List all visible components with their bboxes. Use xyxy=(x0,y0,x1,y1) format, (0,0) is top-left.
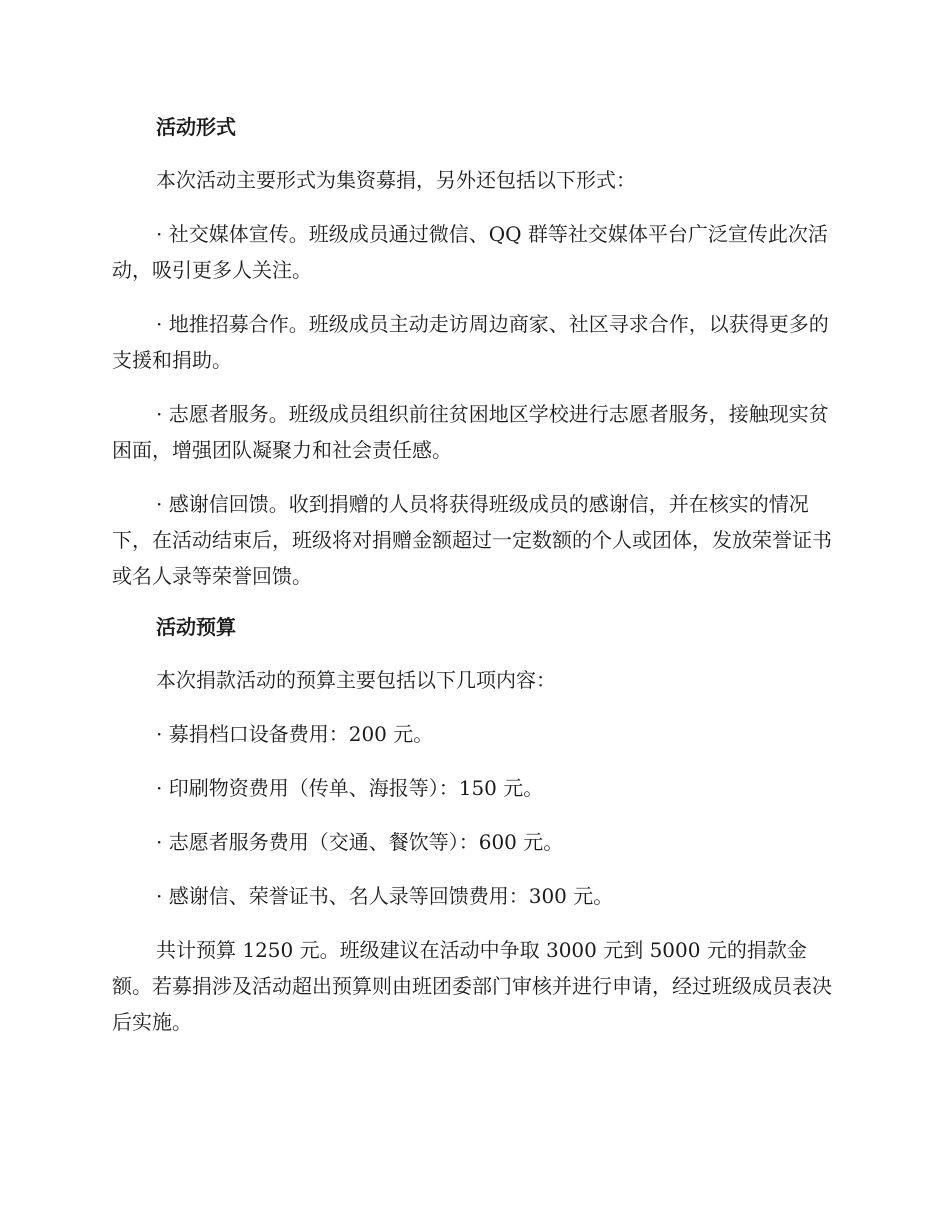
list-item-printing-materials: · 印刷物资费用（传单、海报等）：150 元。 xyxy=(156,776,544,800)
list-item-volunteer-service: · 志愿者服务。班级成员组织前往贫困地区学校进行志愿者服务，接触现实贫困面，增强团队凝聚力和社会责任感。 xyxy=(112,402,829,462)
section-intro-activity-form: 本次活动主要形式为集资募捐，另外还包括以下形式： xyxy=(156,168,636,192)
section-intro-activity-budget: 本次捐款活动的预算主要包括以下几项内容： xyxy=(156,668,556,692)
section-heading-activity-form: 活动形式 xyxy=(156,115,236,139)
list-item-reward-costs: · 感谢信、荣誉证书、名人录等回馈费用：300 元。 xyxy=(156,884,614,908)
section-heading-activity-budget: 活动预算 xyxy=(156,615,236,639)
list-item-volunteer-costs: · 志愿者服务费用（交通、餐饮等）：600 元。 xyxy=(156,830,564,854)
budget-summary-paragraph: 共计预算 1250 元。班级建议在活动中争取 3000 元到 5000 元的捐款金额。若募捐涉及活动超出预算则由班团委部门审核并进行申请，经过班级成员表决后实施。 xyxy=(112,938,832,1034)
list-item-social-media: · 社交媒体宣传。班级成员通过微信、QQ 群等社交媒体平台广泛宣传此次活动，吸引更多人关注。 xyxy=(112,222,828,282)
list-item-ground-promotion: · 地推招募合作。班级成员主动走访周边商家、社区寻求合作，以获得更多的支援和捐助。 xyxy=(112,312,829,372)
list-item-thank-you-letter: · 感谢信回馈。收到捐赠的人员将获得班级成员的感谢信，并在核实的情况下，在活动结束后，班级将对捐赠金额超过一定数额的个人或团体，发放荣誉证书或名人录等荣誉回馈。 xyxy=(112,492,832,588)
list-item-booth-equipment: · 募捐档口设备费用：200 元。 xyxy=(156,722,434,746)
